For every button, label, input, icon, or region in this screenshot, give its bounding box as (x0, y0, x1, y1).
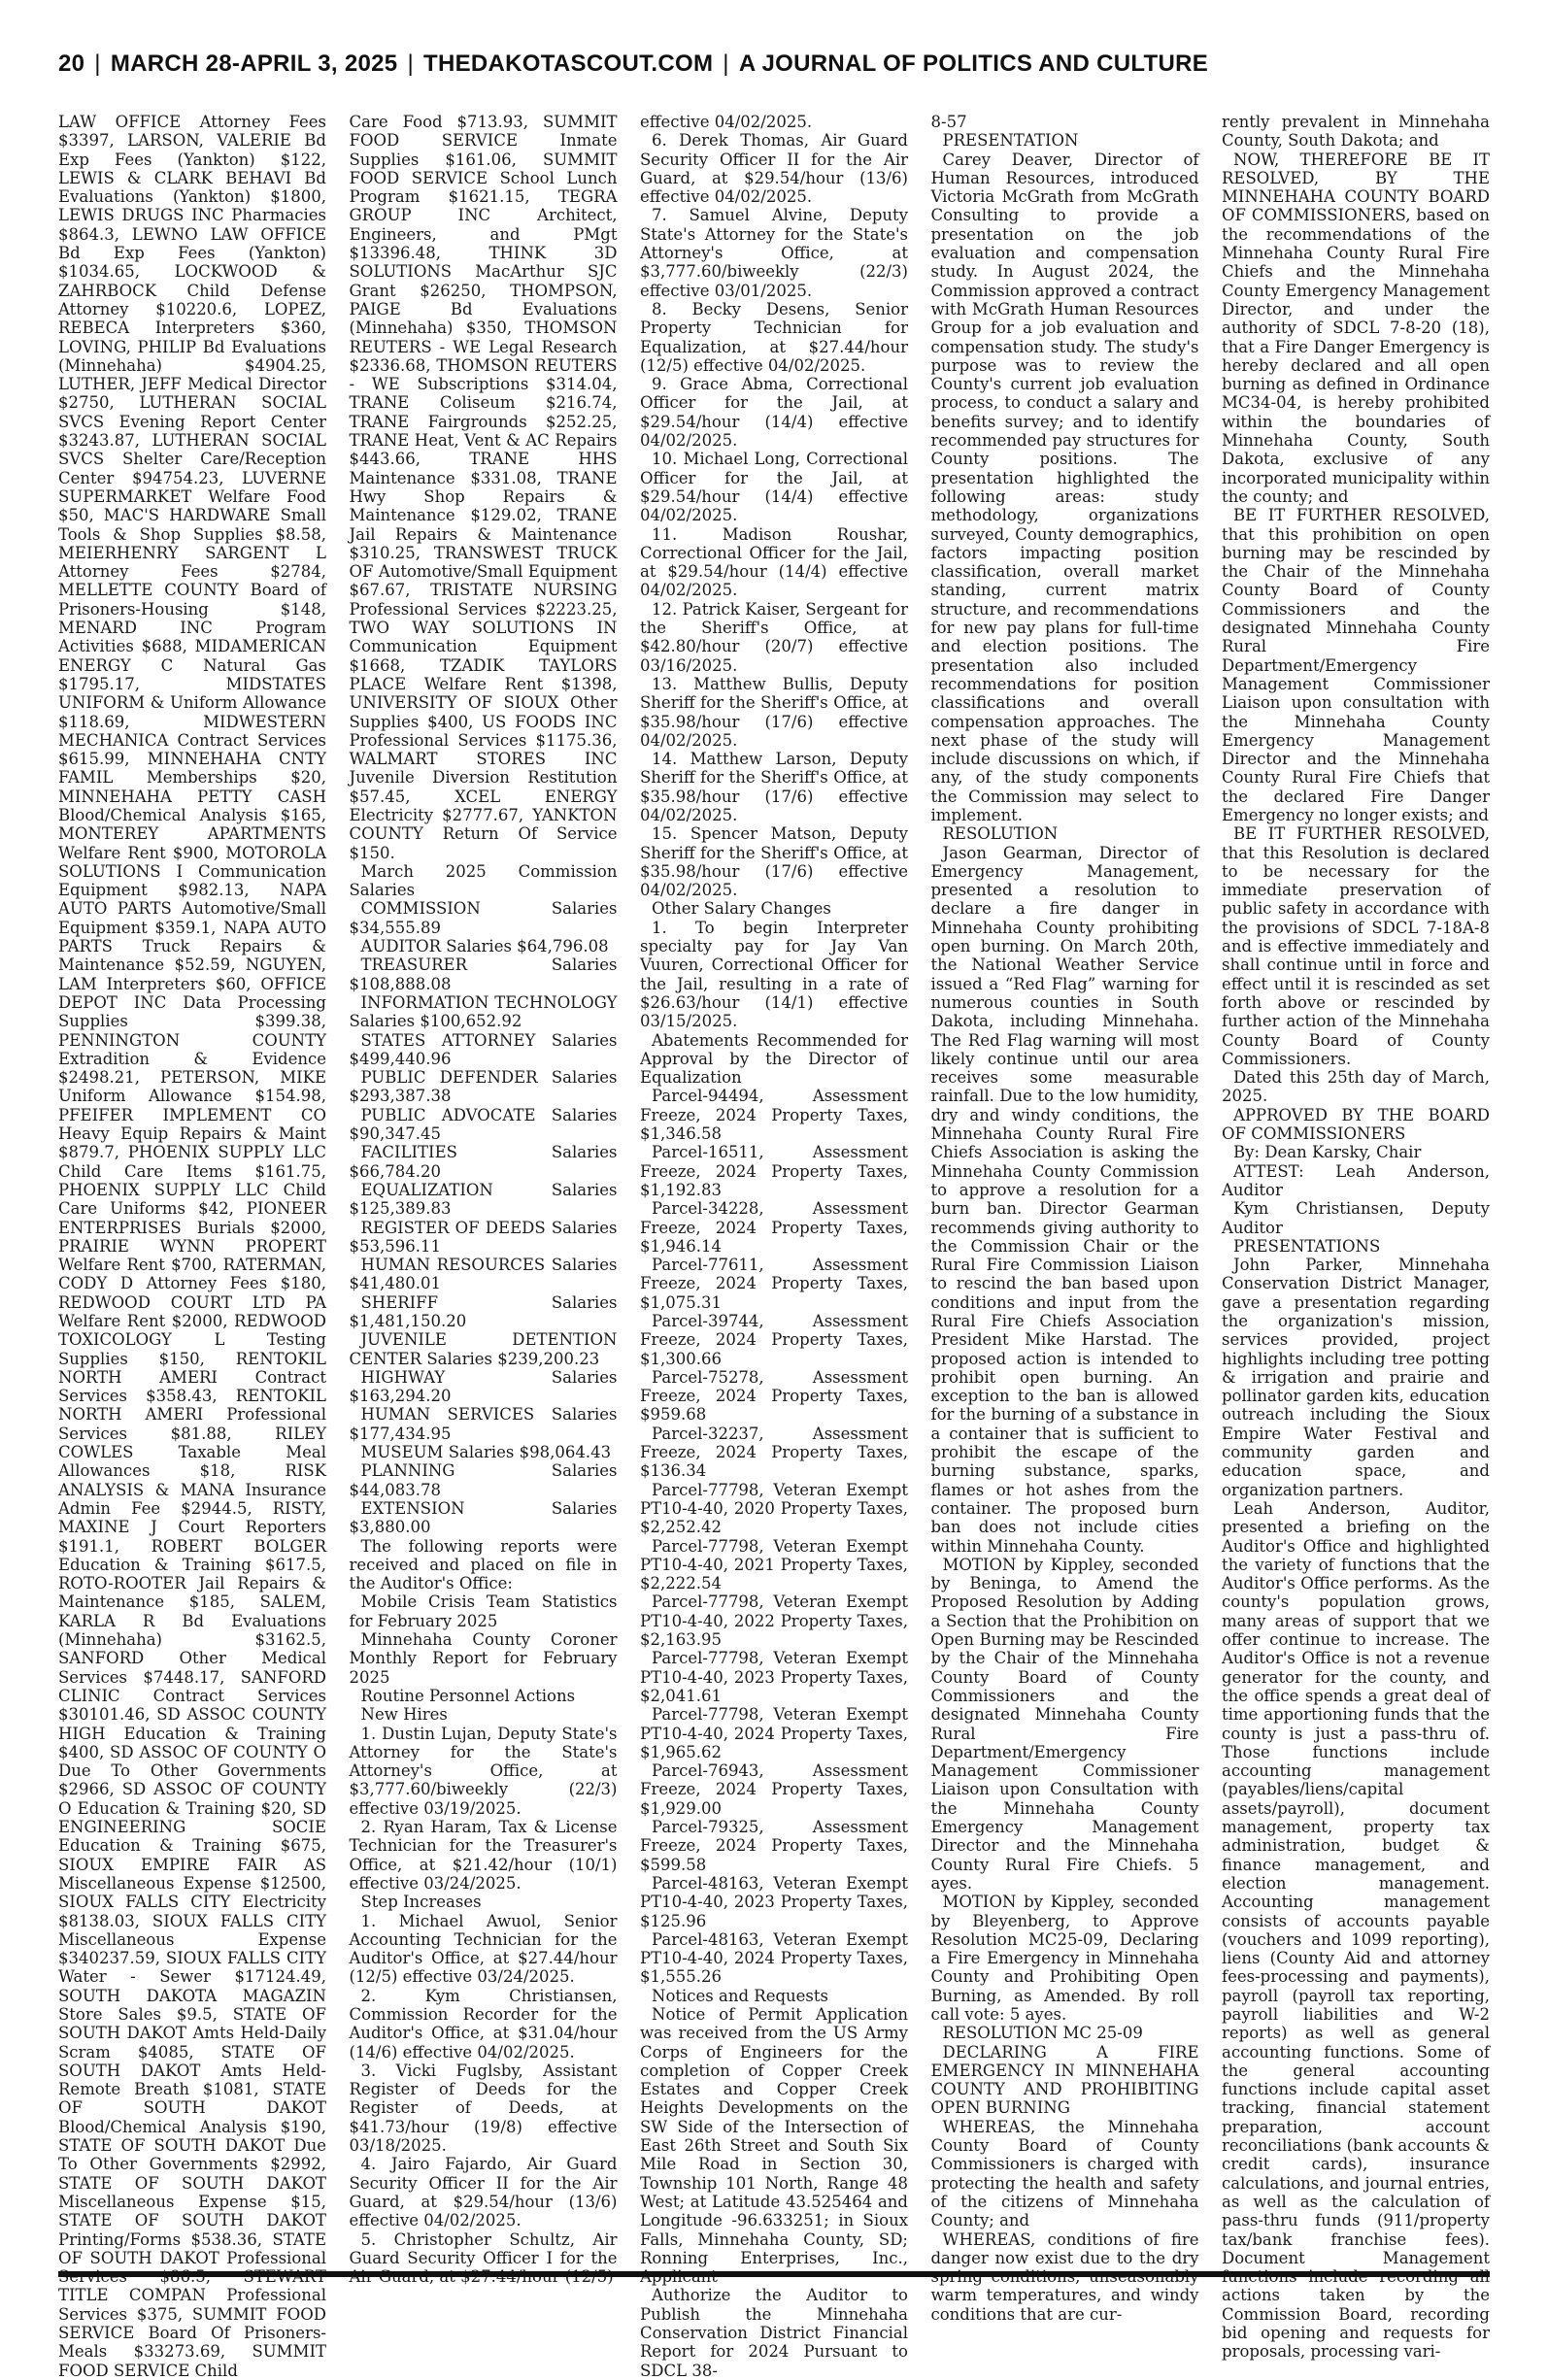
paragraph: 4. Jairo Fajardo, Air Guard Security Officer II for the Air Guard, at $29.54/hour (13/6) effective 04/02/2025. (349, 2155, 618, 2230)
paragraph: Dated this 25th day of March, 2025. (1222, 1068, 1490, 1106)
paragraph: EQUALIZATION Salaries $125,389.83 (349, 1180, 618, 1219)
paragraph: Mobile Crisis Team Statistics for February 2025 (349, 1592, 618, 1630)
paragraph: The following reports were received and placed on file in the Auditor's Office: (349, 1536, 618, 1593)
paragraph: Step Increases (360, 1893, 482, 1912)
column-4 (930, 113, 1199, 2324)
paragraph: Notices and Requests (652, 1986, 828, 2005)
paragraph: rently prevalent in Minnehaha County, South Dakota; and (1222, 113, 1490, 151)
paragraph: 1. To begin Interpreter specialty pay for Jay Van Vuuren, Correctional Officer for the Jail, resulting in a rate of $26.63/hour (14/1) effective 03/15/2025. (640, 918, 908, 1031)
paragraph: STATES ATTORNEY Salaries $499,440.96 (349, 1030, 618, 1068)
paragraph: By: Dean Karsky, Chair (1233, 1143, 1422, 1162)
paragraph: Parcel-48163, Veteran Exempt PT10-4-40, 2023 Property Taxes, $125.96 (640, 1873, 908, 1930)
paragraph: PUBLIC ADVOCATE Salaries $90,347.45 (349, 1105, 618, 1144)
paragraph: 6. Derek Thomas, Air Guard Security Officer II for the Air Guard, at $29.54/hour (13/6) effective 04/02/2025. (640, 131, 908, 207)
paragraph: SHERIFF Salaries $1,481,150.20 (349, 1292, 618, 1330)
paragraph: JUVENILE DETENTION CENTER Salaries $239,200.23 (349, 1330, 618, 1368)
paragraph: Parcel-75278, Assessment Freeze, 2024 Property Taxes, $959.68 (640, 1367, 908, 1425)
paragraph: TREASURER Salaries $108,888.08 (349, 955, 618, 993)
paragraph: Parcel-77798, Veteran Exempt PT10-4-40, 2021 Property Taxes, $2,222.54 (640, 1536, 908, 1593)
paragraph: MOTION by Kippley, seconded by Beninga, to Amend the Proposed Resolution by Adding a Section that the Prohibition on Open Burning may be Rescinded by the Chair of the Minnehaha County Board of County Commissioners and the designated Minnehaha County Rural Fire Department/Emergency Management Commissioner Liaison upon Consultation with the Minnehaha County Emergency Management Director and the Minnehaha County Rural Fire Chiefs. 5 ayes. (930, 1555, 1199, 1893)
paragraph: 8. Becky Desens, Senior Property Technician for Equalization, at $27.44/hour (12/5) effective 04/02/2025. (640, 299, 908, 375)
paragraph: 9. Grace Abma, Correctional Officer for the Jail, at $29.54/hour (14/4) effective 04/02/2025. (640, 375, 908, 451)
paragraph: HUMAN SERVICES Salaries $177,434.95 (349, 1405, 618, 1443)
paragraph: Abatements Recommended for Approval by the Director of Equalization (640, 1030, 908, 1088)
paragraph: LAW OFFICE Attorney Fees $3397, LARSON, VALERIE Bd Exp Fees (Yankton) $122, LEWIS & CLARK BEHAVI Bd Evaluations (Yankton) $1800, LEWIS DRUGS INC Pharmacies $864.3, LEWNO LAW OFFICE Bd Exp Fees (Yankton) $1034.65, LOCKWOOD & ZAHRBOCK Child Defense Attorney $10220.6, LOPEZ, REBECA Interpreters $360, LOVING, PHILIP Bd Evaluations (Minnehaha) $4904.25, LUTHER, JEFF Medical Director $2750, LUTHERAN SOCIAL SVCS Evening Report Center $3243.87, LUTHERAN SOCIAL SVCS Shelter Care/Reception Center $94754.23, LUVERNE SUPERMARKET Welfare Food $50, MAC'S HARDWARE Small Tools & Shop Supplies $8.58, MEIERHENRY SARGENT L Attorney Fees $2784, MELLETTE COUNTY Board of Prisoners-Housing $148, MENARD INC Program Activities $688, MIDAMERICAN ENERGY C Natural Gas $1795.17, MIDSTATES UNIFORM & Uniform Allowance $118.69, MIDWESTERN MECHANICA Contract Services $615.99, MINNEHAHA CNTY FAMIL Memberships $20, MINNEHAHA PETTY CASH Blood/Chemical Analysis $165, MONTEREY APARTMENTS Welfare Rent $900, MOTOROLA SOLUTIONS I Communication Equipment $982.13, NAPA AUTO PARTS Automotive/Small Equipment $359.1, NAPA AUTO PARTS Truck Repairs & Maintenance $52.59, NGUYEN, LAM Interpreters $60, OFFICE DEPOT INC Data Processing Supplies $399.38, PENNINGTON COUNTY Extradition & Evidence $2498.21, PETERSON, MIKE Uniform Allowance $154.98, PFEIFER IMPLEMENT CO Heavy Equip Repairs & Maint $879.7, PHOENIX SUPPLY LLC Child Care Items $161.75, PHOENIX SUPPLY LLC Child Care Uniforms $42, PIONEER ENTERPRISES Burials $2000, PRAIRIE WYNN PROPERT Welfare Rent $700, RATERMAN, CODY D Attorney Fees $180, REDWOOD COURT LTD PA Welfare Rent $2000, REDWOOD TOXICOLOGY L Testing Supplies $150, RENTOKIL NORTH AMERI Contract Services $358.43, RENTOKIL NORTH AMERI Professional Services $81.88, RILEY COWLES Taxable Meal Allowances $18, RISK ANALYSIS & MANA Insurance Admin Fee $2944.5, RISTY, MAXINE J Court Reporters $191.1, ROBERT BOLGER Education & Training $617.5, ROTO-ROOTER Jail Repairs & Maintenance $185, SALEM, KARLA R Bd Evaluations (Minnehaha) $3162.5, SANFORD Other Medical Services $7448.17, SANFORD CLINIC Contract Services $30101.46, SD ASSOC COUNTY HIGH Education & Training $400, SD ASSOC OF COUNTY O Due To Other Governments $2966, SD ASSOC OF COUNTY O Education & Training $20, SD ENGINEERING SOCIE Education & Training $675, SIOUX EMPIRE FAIR AS Miscellaneous Expense $12500, SIOUX FALLS CITY Electricity $8138.03, SIOUX FALLS CITY Miscellaneous Expense $340237.59, SIOUX FALLS CITY Water - Sewer $17124.49, SOUTH DAKOTA MAGAZIN Store Sales $9.5, STATE OF SOUTH DAKOT Amts Held-Daily Scram $4085, STATE OF SOUTH DAKOT Amts Held-Remote Breath $1081, STATE OF SOUTH DAKOT Blood/Chemical Analysis $190, STATE OF SOUTH DAKOT Due To Other Governments $2992, STATE OF SOUTH DAKOT Miscellaneous Expense $15, STATE OF SOUTH DAKOT Printing/Forms $538.36, STATE OF SOUTH DAKOT Professional TITLE COMPAN Professional Services $375, SUMMIT FOOD SERVICE Board Of Prisoners-Meals $33273.69, SUMMIT FOOD SERVICE Child (58, 113, 326, 2380)
paragraph: New Hires (360, 1705, 448, 1725)
paragraph: PUBLIC DEFENDER Salaries $293,387.38 (349, 1068, 618, 1106)
paragraph: March 2025 Commission Salaries (349, 861, 618, 900)
page-number: 20 (58, 50, 85, 77)
issue-dates: MARCH 28-APRIL 3, 2025 (110, 50, 398, 77)
paragraph: BE IT FURTHER RESOLVED, that this Resolution is declared to be necessary for the immediate preservation of public safety in accordance with the provisions of SDCL 7-18A-8 and is effective immediately and shall continue until in force and effect until it is rescinded as set forth above or rescinded by further action of the Minnehaha County Board of County Commissioners. (1222, 824, 1490, 1068)
paragraph: Parcel-77798, Veteran Exempt PT10-4-40, 2020 Property Taxes, $2,252.42 (640, 1480, 908, 1537)
paragraph: Authorize the Auditor to Publish the Minnehaha Conservation District Financial Report for 2024 Pursuant to SDCL 38- (640, 2286, 908, 2380)
paragraph: Parcel-39744, Assessment Freeze, 2024 Property Taxes, $1,300.66 (640, 1312, 908, 1368)
paragraph: Parcel-77611, Assessment Freeze, 2024 Property Taxes, $1,075.31 (640, 1256, 908, 1312)
paragraph: 11. Madison Roushar, Correctional Officer for the Jail, at $29.54/hour (14/4) effective 04/02/2025. (640, 524, 908, 600)
paragraph: WHEREAS, the Minnehaha County Board of County Commissioners is charged with protecting the health and safety of the citizens of Minnehaha County; and (930, 2117, 1199, 2230)
column-5 (1222, 113, 1490, 2362)
paragraph: PLANNING Salaries $44,083.78 (349, 1461, 618, 1499)
column-1 (58, 113, 326, 2380)
paragraph: Parcel-77798, Veteran Exempt PT10-4-40, 2024 Property Taxes, $1,965.62 (640, 1705, 908, 1761)
paragraph: Parcel-94494, Assessment Freeze, 2024 Property Taxes, $1,346.58 (640, 1087, 908, 1144)
paragraph: AUDITOR Salaries $64,796.08 (360, 937, 609, 956)
paragraph: EXTENSION Salaries $3,880.00 (349, 1498, 618, 1537)
paragraph: Parcel-32237, Assessment Freeze, 2024 Property Taxes, $136.34 (640, 1424, 908, 1481)
paragraph: Parcel-79325, Assessment Freeze, 2024 Property Taxes, $599.58 (640, 1818, 908, 1874)
paragraph: MUSEUM Salaries $98,064.43 (360, 1443, 612, 1462)
paragraph: 2. Kym Christiansen, Commission Recorder for the Auditor's Office, at $31.04/hour (14/6) effective 04/02/2025. (349, 1986, 618, 2062)
paragraph: Minnehaha County Coroner Monthly Report for February 2025 (349, 1630, 618, 1687)
paragraph: 8-57 (930, 113, 967, 131)
paragraph: 1. Michael Awuol, Senior Accounting Technician for the Auditor's Office, at $27.44/hour (12/5) effective 03/24/2025. (349, 1911, 618, 1987)
paragraph: Parcel-76943, Assessment Freeze, 2024 Property Taxes, $1,929.00 (640, 1761, 908, 1818)
paragraph: APPROVED BY THE BOARD OF COMMISSIONERS (1222, 1105, 1490, 1144)
paragraph: PRESENTATIONS (1233, 1236, 1381, 1256)
paragraph: PRESENTATION (942, 131, 1079, 151)
column-3 (640, 113, 908, 2380)
article-columns (58, 113, 1490, 2380)
paragraph: Parcel-16511, Assessment Freeze, 2024 Property Taxes, $1,192.83 (640, 1143, 908, 1199)
tagline: A JOURNAL OF POLITICS AND CULTURE (738, 50, 1209, 77)
paragraph: HUMAN RESOURCES Salaries $41,480.01 (349, 1256, 618, 1293)
paragraph: Leah Anderson, Auditor, presented a briefing on the Auditor's Office and highlighted the variety of functions that the Auditor's Office performs. As the county's population grows, many areas of support that we offer continue to increase. The Auditor's Office is not a revenue generator for the county, and the office spends a great deal of time apportioning funds that the county is just a pass-thru of. Those functions include accounting management (payables/liens/capital assets/payroll), document management, property tax administration, budget & finance management, and election management. Accounting management consists of accounts payable (vouchers and 1099 reporting), liens (County Aid and attorney fees-processing and payments), payroll (payroll tax reporting, payroll liabilities and W-2 reports) as well as general accounting functions. Some of the general accounting functions include capital asset tracking, financial statement preparation, account reconciliations (bank accounts & credit cards), insurance calculations, and journal entries, as well as the calculation of pass-thru funds (911/property tax/bank franchise fees). Document Management actions taken by the Commission Board, recording bid opening and requests for proposals, processing vari- (1222, 1498, 1490, 2362)
bottom-rule (58, 2271, 1490, 2277)
paragraph: Other Salary Changes (652, 899, 831, 919)
paragraph: NOW, THEREFORE BE IT RESOLVED, BY THE MINNEHAHA COUNTY BOARD OF COMMISSIONERS, based on the recommendations of the Minnehaha County Rural Fire Chiefs and the Minnehaha County Emergency Management Director, and under the authority of SDCL 7-8-20 (18), that a Fire Danger Emergency is hereby declared and all open burning as defined in Ordinance MC34-04, is hereby prohibited within the boundaries of Minnehaha County, South Dakota, exclusive of any incorporated municipality within the county; and (1222, 150, 1490, 506)
paragraph: Kym Christiansen, Deputy Auditor (1222, 1199, 1490, 1237)
paragraph: effective 04/02/2025. (640, 113, 813, 131)
paragraph: Parcel-48163, Veteran Exempt PT10-4-40, 2024 Property Taxes, $1,555.26 (640, 1929, 908, 1987)
paragraph: 14. Matthew Larson, Deputy Sheriff for the Sheriff's Office, at $35.98/hour (17/6) effective 04/02/2025. (640, 750, 908, 824)
paragraph: COMMISSION Salaries $34,555.89 (349, 899, 618, 937)
paragraph: 12. Patrick Kaiser, Sergeant for the Sheriff's Office, at $42.80/hour (20/7) effective 03/16/2025. (640, 599, 908, 675)
paragraph: 5. Christopher Schultz, Air Guard Security Officer I for the (349, 2229, 618, 2267)
paragraph: 2. Ryan Haram, Tax & License Technician for the Treasurer's Office, at $21.42/hour (10/1) effective 03/24/2025. (349, 1818, 618, 1893)
paragraph: ATTEST: Leah Anderson, Auditor (1222, 1161, 1490, 1199)
paragraph: Notice of Permit Application was received from the US Army Corps of Engineers for the completion of Copper Creek Estates and Copper Creek Heights Developments on the SW Side of the Intersection of East 26th Street and South Six Mile Road in Section 30, Township 101 North, Range 48 West; at Latitude 43.525464 and Longitude -96.633251; in Sioux Falls, Minnehaha County, SD; Ronning Enterprises, Inc., (640, 2004, 908, 2267)
paragraph: Jason Gearman, Director of Emergency Management, presented a resolution to declare a fire danger in Minnehaha County prohibiting open burning. On March 20th, the National Weather Service issued a “Red Flag” warning for numerous counties in South Dakota, including Minnehaha. The Red Flag warning will most likely continue until our area receives some measurable rainfall. Due to the low humidity, dry and windy conditions, the Minnehaha County Rural Fire Chiefs Association is asking the Minnehaha County Commission to approve a resolution for a burn ban. Director Gearman recommends giving authority to the Commission Chair or the Rural Fire Commission Liaison to rescind the ban based upon conditions and input from the Rural Fire Chiefs Association President Mike Harstad. The proposed action is intended to prohibit open burning. An exception to the ban is allowed for the burning of a substance in a container that is sufficient to prohibit the escape of the burning substance, sparks, flames or hot ashes from the container. The proposed burn ban does not include cities within Minnehaha County. (930, 843, 1199, 1556)
paragraph: FACILITIES Salaries $66,784.20 (349, 1143, 618, 1181)
paragraph: RESOLUTION MC 25-09 (942, 2024, 1143, 2043)
site-name: THEDAKOTASCOUT.COM (422, 50, 714, 77)
paragraph: RESOLUTION (942, 824, 1059, 844)
paragraph: 10. Michael Long, Correctional Officer for the Jail, at $29.54/hour (14/4) effective 04/02/2025. (640, 450, 908, 525)
paragraph: HIGHWAY Salaries $163,294.20 (349, 1367, 618, 1406)
paragraph: 13. Matthew Bullis, Deputy Sheriff for the Sheriff's Office, at $35.98/hour (17/6) effective 04/02/2025. (640, 674, 908, 750)
paragraph: 7. Samuel Alvine, Deputy State's Attorney for the State's Attorney's Office, at $3,777.60/biweekly (22/3) effective 03/01/2025. (640, 206, 908, 300)
paragraph: John Parker, Minnehaha Conservation District Manager, gave a presentation regarding the organization's mission, services provided, project highlights including tree potting & irrigation and prairie and pollinator garden kits, education outreach including the Sioux Empire Water Festival and community garden and education space, and organization partners. (1222, 1256, 1490, 1499)
page-header: 20 | MARCH 28-APRIL 3, 2025 | THEDAKOTASCOUT.COM | A JOURNAL OF POLITICS AND CULTURE (58, 50, 1209, 77)
paragraph: 1. Dustin Lujan, Deputy State's Attorney for the State's Attorney's Office, at $3,777.60/biweekly (22/3) effective 03/19/2025. (349, 1724, 618, 1818)
column-2 (350, 113, 618, 2266)
paragraph: Parcel-77798, Veteran Exempt PT10-4-40, 2022 Property Taxes, $2,163.95 (640, 1592, 908, 1650)
paragraph: BE IT FURTHER RESOLVED, that this prohibition on open burning may be rescinded by the Chair of the Minnehaha County Board of County Commissioners and the designated Minnehaha County Rural Fire Department/Emergency Management Commissioner Liaison upon consultation with the Minnehaha County Emergency Management Director and the Minnehaha County Rural Fire Chiefs that the declared Fire Danger Emergency no longer exists; and (1222, 506, 1490, 824)
paragraph: Parcel-77798, Veteran Exempt PT10-4-40, 2023 Property Taxes, $2,041.61 (640, 1649, 908, 1705)
paragraph: 3. Vicki Fuglsby, Assistant Register of Deeds for the Register of Deeds, at $41.73/hour (19/8) effective 03/18/2025. (349, 2061, 618, 2156)
paragraph: Routine Personnel Actions (360, 1686, 576, 1705)
paragraph: Carey Deaver, Director of Human Resources, introduced Victoria McGrath from McGrath Consulting to provide a presentation on the job evaluation and compensation study. In August 2024, the Commission approved a contract with McGrath Human Resources Group for a job evaluation and compensation study. The study's purpose was to review the County's current job evaluation process, to conduct a salary and benefits survey; and to identify recommended pay structures for County positions. The presentation highlighted the following areas: study methodology, organizations surveyed, County demographics, factors impacting position classification, overall market standing, current matrix structure, and recommendations for new pay plans for full-time and election positions. The presentation also included recommendations for position classifications and overall compensation approaches. The next phase of the study will include discussions on which, if any, of the study components the Commission may select to implement. (930, 150, 1199, 824)
paragraph: DECLARING A FIRE EMERGENCY IN MINNEHAHA COUNTY AND PROHIBITING OPEN BURNING (930, 2042, 1199, 2118)
paragraph: 15. Spencer Matson, Deputy Sheriff for the Sheriff's Office, at $35.98/hour (17/6) effective 04/02/2025. (640, 824, 908, 900)
paragraph: REGISTER OF DEEDS Salaries $53,596.11 (349, 1218, 618, 1256)
paragraph: Care Food $713.93, SUMMIT FOOD SERVICE Inmate Supplies $161.06, SUMMIT FOOD SERVICE School Lunch Program $1621.15, TEGRA GROUP INC Architect, Engineers, and PMgt $13396.48, THINK 3D SOLUTIONS MacArthur SJC Grant $26250, THOMPSON, PAIGE Bd Evaluations (Minnehaha) $350, THOMSON REUTERS - WE Legal Research $2336.68, THOMSON REUTERS - WE Subscriptions $314.04, TRANE Coliseum $216.74, TRANE Fairgrounds $252.25, TRANE Heat, Vent & AC Repairs $443.66, TRANE HHS Maintenance $331.08, TRANE Hwy Shop Repairs & Maintenance $129.02, TRANE Jail Repairs & Maintenance $310.25, TRANSWEST TRUCK OF Automotive/Small Equipment $67.67, TRISTATE NURSING Professional Services $2223.25, TWO WAY SOLUTIONS IN Communication Equipment $1668, TZADIK TAYLORS PLACE Welfare Rent $1398, UNIVERSITY OF SIOUX Other Supplies $400, US FOODS INC Professional Services $1175.36, WALMART STORES INC Juvenile Diversion Restitution $57.45, XCEL ENERGY Electricity $2777.67, YANKTON COUNTY Return Of Service $150. (349, 113, 618, 862)
paragraph: MOTION by Kippley, seconded by Bleyenberg, to Approve Resolution MC25-09, Declaring a Fire Emergency in Minnehaha County and Prohibiting Open Burning, as Amended. By roll call vote: 5 ayes. (930, 1893, 1199, 2024)
paragraph: WHEREAS, conditions of fire danger now exist due to the dry warm temperatures, and windy conditions that are cur- (930, 2229, 1199, 2324)
paragraph: Parcel-34228, Assessment Freeze, 2024 Property Taxes, $1,946.14 (640, 1199, 908, 1256)
paragraph: INFORMATION TECHNOLOGY Salaries $100,652.92 (349, 992, 618, 1031)
